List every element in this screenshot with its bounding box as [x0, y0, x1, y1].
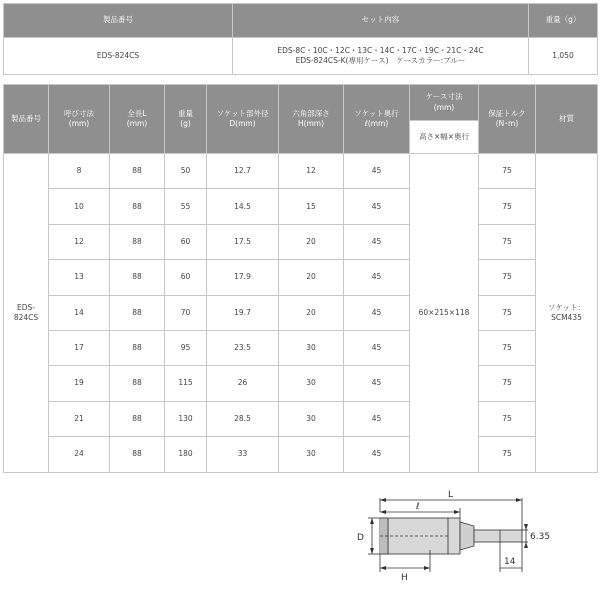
col-material: 材質: [536, 85, 598, 154]
cell-torque: 75: [479, 189, 536, 224]
spec-table-body: [4, 154, 598, 473]
cell-length: 88: [110, 154, 165, 189]
col-weight: [165, 85, 207, 154]
cell-hex-depth: 30: [279, 330, 344, 365]
col-torque-l1: 保証トルク: [488, 108, 526, 118]
col-weight-l1: 重量: [178, 108, 193, 118]
cell-product-no: [4, 154, 49, 473]
col-size-l2: (mm): [68, 119, 90, 128]
table-row: [4, 189, 598, 224]
cell-socket-depth: 45: [344, 437, 410, 472]
set-summary-row: [4, 38, 598, 75]
cell-torque: 75: [479, 366, 536, 401]
socket-dimension-diagram: [350, 488, 550, 583]
cell-weight: 55: [165, 189, 207, 224]
label-D: D: [357, 533, 364, 543]
spec-table: [3, 84, 598, 473]
table-row: [4, 366, 598, 401]
cell-weight: 60: [165, 260, 207, 295]
cell-socket-depth: 45: [344, 330, 410, 365]
cell-torque: 75: [479, 401, 536, 436]
cell-length: 88: [110, 330, 165, 365]
col-case-size-sub: 高さ×幅×奥行: [410, 121, 479, 154]
cell-size: 14: [49, 295, 110, 330]
cell-socket-depth: 45: [344, 295, 410, 330]
cell-length: 88: [110, 401, 165, 436]
col-case-size-l1: ケース寸法: [425, 92, 463, 102]
header-weight: 重量（g）: [529, 4, 598, 38]
col-product-no: 製品番号: [4, 85, 49, 154]
cell-material: [536, 154, 598, 473]
cell-hex-depth: 30: [279, 366, 344, 401]
cell-torque: 75: [479, 295, 536, 330]
cell-length: 88: [110, 260, 165, 295]
cell-hex-depth: 12: [279, 154, 344, 189]
cell-product-no-l2: 824CS: [13, 312, 39, 322]
set-summary-table: [3, 3, 598, 75]
col-hex-depth: [279, 85, 344, 154]
cell-case-size: 60×215×118: [410, 154, 479, 473]
set-contents-line2: EDS-824CS-K(専用ケース) ケースカラー:ブルー: [295, 56, 466, 65]
col-length: [110, 85, 165, 154]
cell-weight: 180: [165, 437, 207, 472]
cell-outer-dia: 26: [207, 366, 279, 401]
table-row: [4, 154, 598, 189]
table-row: [4, 260, 598, 295]
cell-hex-depth: 20: [279, 224, 344, 259]
cell-hex-depth: 20: [279, 260, 344, 295]
col-torque: [479, 85, 536, 154]
cell-length: 88: [110, 189, 165, 224]
cell-hex-depth: 15: [279, 189, 344, 224]
socket-shank: [474, 530, 522, 542]
col-outer-dia: [207, 85, 279, 154]
cell-product-no-l1: EDS-: [17, 302, 35, 312]
cell-torque: 75: [479, 260, 536, 295]
cell-outer-dia: 19.7: [207, 295, 279, 330]
cell-weight: 115: [165, 366, 207, 401]
cell-socket-depth: 45: [344, 154, 410, 189]
cell-length: 88: [110, 366, 165, 401]
col-hex-depth-l1: 六角部深さ: [292, 108, 330, 118]
cell-size: 17: [49, 330, 110, 365]
cell-length: 88: [110, 295, 165, 330]
header-product-no: 製品番号: [4, 4, 233, 38]
cell-size: 12: [49, 224, 110, 259]
cell-length: 88: [110, 224, 165, 259]
cell-size: 21: [49, 401, 110, 436]
table-row: [4, 437, 598, 472]
cell-hex-depth: 30: [279, 437, 344, 472]
cell-socket-depth: 45: [344, 401, 410, 436]
cell-length: 88: [110, 437, 165, 472]
col-socket-depth: [344, 85, 410, 154]
cell-torque: 75: [479, 330, 536, 365]
cell-outer-dia: 14.5: [207, 189, 279, 224]
cell-weight: 95: [165, 330, 207, 365]
cell-size: 10: [49, 189, 110, 224]
set-contents-line1: EDS-8C・10C・12C・13C・14C・17C・19C・21C・24C: [277, 45, 484, 55]
cell-outer-dia: 28.5: [207, 401, 279, 436]
cell-size: 24: [49, 437, 110, 472]
cell-weight: 50: [165, 154, 207, 189]
set-contents: [233, 38, 529, 75]
col-weight-l2: (g): [180, 119, 191, 128]
cell-outer-dia: 23.5: [207, 330, 279, 365]
col-socket-depth-l2: ℓ(mm): [364, 119, 389, 128]
cell-torque: 75: [479, 437, 536, 472]
label-635: 6.35: [530, 532, 550, 542]
cell-torque: 75: [479, 154, 536, 189]
cell-torque: 75: [479, 224, 536, 259]
cell-outer-dia: 17.9: [207, 260, 279, 295]
table-row: [4, 401, 598, 436]
col-size: [49, 85, 110, 154]
col-torque-l2: (N･m): [495, 119, 519, 128]
cell-hex-depth: 30: [279, 401, 344, 436]
socket-neck: [460, 522, 474, 550]
cell-socket-depth: 45: [344, 366, 410, 401]
label-l: ℓ: [416, 502, 420, 512]
cell-material-l2: SCM435: [551, 312, 582, 322]
set-summary-header-row: [4, 4, 598, 38]
col-case-size-l2: (mm): [433, 102, 455, 112]
cell-socket-depth: 45: [344, 224, 410, 259]
col-socket-depth-l1: ソケット奥行: [354, 108, 399, 118]
cell-size: 13: [49, 260, 110, 295]
label-14: 14: [504, 557, 516, 567]
cell-material-l1: ソケット：: [547, 302, 586, 312]
table-row: [4, 224, 598, 259]
set-product-no: EDS-824CS: [4, 38, 233, 75]
cell-socket-depth: 45: [344, 260, 410, 295]
col-outer-dia-l2: D(mm): [229, 119, 256, 128]
cell-weight: 130: [165, 401, 207, 436]
cell-weight: 60: [165, 224, 207, 259]
cell-size: 19: [49, 366, 110, 401]
cell-socket-depth: 45: [344, 189, 410, 224]
table-row: [4, 295, 598, 330]
cell-hex-depth: 20: [279, 295, 344, 330]
set-weight: 1,050: [529, 38, 598, 75]
table-row: [4, 330, 598, 365]
cell-outer-dia: 17.5: [207, 224, 279, 259]
header-set-contents: セット内容: [233, 4, 529, 38]
label-H: H: [401, 573, 408, 583]
col-case-size: [410, 85, 479, 121]
spec-header-row: [4, 85, 598, 121]
cell-outer-dia: 33: [207, 437, 279, 472]
label-L: L: [448, 490, 454, 500]
cell-outer-dia: 12.7: [207, 154, 279, 189]
cell-weight: 70: [165, 295, 207, 330]
col-hex-depth-l2: H(mm): [297, 119, 325, 128]
col-length-l1: 全長L: [127, 108, 147, 118]
cell-size: 8: [49, 154, 110, 189]
col-length-l2: (mm): [126, 119, 148, 128]
col-size-l1: 呼び寸法: [64, 108, 94, 118]
col-outer-dia-l1: ソケット部外径: [216, 108, 269, 118]
